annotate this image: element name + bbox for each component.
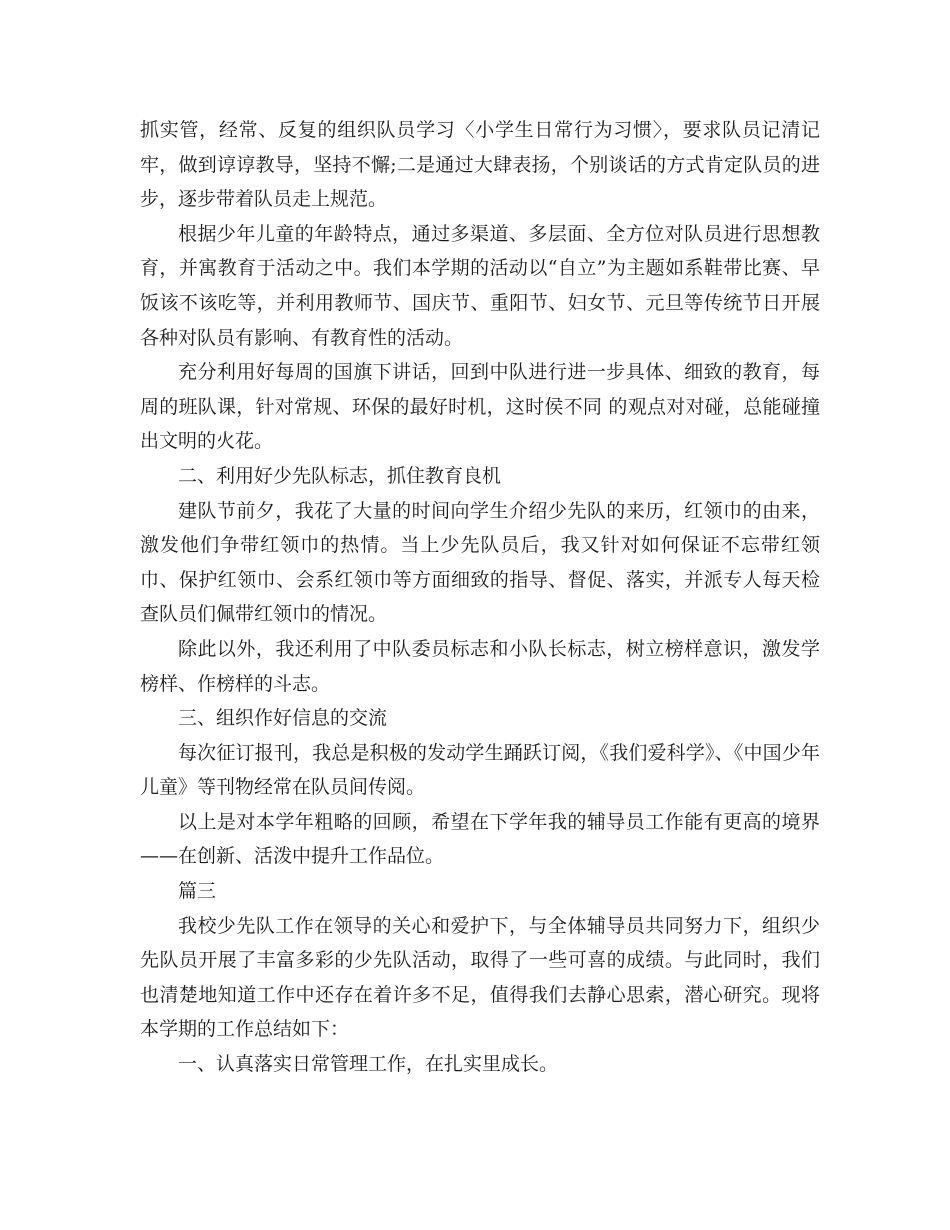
paragraph: 根据少年儿童的年龄特点，通过多渠道、多层面、全方位对队员进行思想教育，并寓教育于活动之中。我们本学期的活动以“自立”为主题如系鞋带比赛、早饭该不该吃等，并利用教师节、国庆节、重阳节、妇女节、元旦等传统节日开展各种对队员有影响、有教育性的活动。 xyxy=(140,222,820,349)
paragraph: 充分利用好每周的国旗下讲话，回到中队进行进一步具体、细致的教育，每周的班队课，针对常规、环保的最好时机，这时侯不同 的观点对对碰，总能碰撞出文明的火花。 xyxy=(140,361,820,453)
paragraph: 每次征订报刊，我总是积极的发动学生踊跃订阅，《我们爱科学》、《中国少年儿童》等刊物经常在队员间传阅。 xyxy=(140,741,820,799)
part-heading: 篇三 xyxy=(178,880,217,903)
section-heading: 二、利用好少先队标志，抓住教育良机 xyxy=(178,464,502,487)
section-heading: 三、组织作好信息的交流 xyxy=(178,707,388,730)
paragraph: 除此以外，我还利用了中队委员标志和小队长标志，树立榜样意识，激发学榜样、作榜样的斗志。 xyxy=(140,637,820,695)
paragraph: 抓实管，经常、反复的组织队员学习〈小学生日常行为习惯〉，要求队员记清记牢，做到谆谆教导，坚持不懈;二是通过大肆表扬，个别谈话的方式肯定队员的进步，逐步带着队员走上规范。 xyxy=(140,119,820,211)
paragraph: 以上是对本学年粗略的回顾，希望在下学年我的辅导员工作能有更高的境界——在创新、活泼中提升工作品位。 xyxy=(140,810,820,868)
paragraph: 我校少先队工作在领导的关心和爱护下，与全体辅导员共同努力下，组织少先队员开展了丰富多彩的少先队活动，取得了一些可喜的成绩。与此同时，我们也清楚地知道工作中还存在着许多不足，值得我们去静心思索，潜心研究。现将本学期的工作总结如下： xyxy=(140,914,820,1041)
section-heading: 一、认真落实日常管理工作，在扎实里成长。 xyxy=(178,1053,559,1076)
paragraph: 建队节前夕，我花了大量的时间向学生介绍少先队的来历，红领巾的由来，激发他们争带红领巾的热情。当上少先队员后，我又针对如何保证不忘带红领巾、保护红领巾、会系红领巾等方面细致的指导、督促、落实，并派专人每天检查队员们佩带红领巾的情况。 xyxy=(140,499,820,626)
document-body xyxy=(140,113,820,1082)
